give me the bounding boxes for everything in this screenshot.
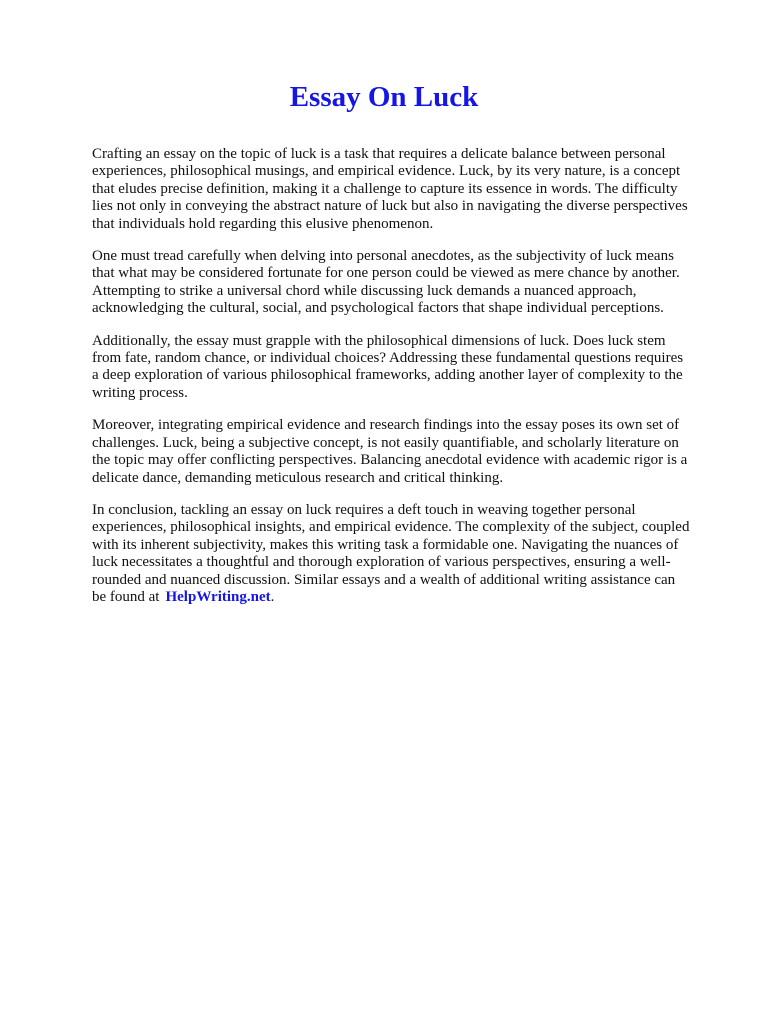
helpwriting-link[interactable]: HelpWriting.net: [165, 588, 271, 605]
paragraph-3: Additionally, the essay must grapple with the philosophical dimensions of luck. Does luck stem from fate, random chance, or individual choices? Addressing these fundamental questions requires a deep exploration of various philosophical frameworks, adding another layer of complexity to the writing process.: [92, 332, 684, 401]
paragraph-4: Moreover, integrating empirical evidence and research findings into the essay poses its own set of challenges. Luck, being a subjective concept, is not easily quantifiable, and scholarly literature on the topic may offer conflicting perspectives. Balancing anecdotal evidence with academic rigor is a delicate dance, demanding meticulous research and critical thinking.: [92, 417, 688, 486]
essay-body: [92, 146, 692, 621]
paragraph-1: Crafting an essay on the topic of luck is a task that requires a delicate balance between personal experiences, philosophical musings, and empirical evidence. Luck, by its very nature, is a concept that eludes precise definition, making it a challenge to capture its essence in words. The difficulty lies not only in conveying the abstract nature of luck but also in navigating the diverse perspectives that individuals hold regarding this elusive phenomenon.: [92, 146, 688, 232]
conclusion-text: In conclusion, tackling an essay on luck requires a deft touch in weaving together personal experiences, philosophical insights, and empirical evidence. The complexity of the subject, coupled with its inherent subjectivity, makes this writing task a formidable one. Navigating the nuances of luck necessitates a thoughtful and thorough exploration of various perspectives, ensuring a well-rounded and nuanced discussion. Similar essays and a wealth of additional writing assistance can be found at: [92, 501, 690, 605]
page-title: Essay On Luck: [289, 81, 479, 113]
paragraph-conclusion: [92, 502, 692, 606]
paragraph-2: One must tread carefully when delving into personal anecdotes, as the subjectivity of luck means that what may be considered fortunate for one person could be viewed as mere chance by another. Attempting to strike a universal chord while discussing luck demands a nuanced approach, acknowledging the cultural, social, and psychological factors that shape individual perceptions.: [92, 248, 680, 317]
conclusion-period: .: [270, 588, 275, 605]
